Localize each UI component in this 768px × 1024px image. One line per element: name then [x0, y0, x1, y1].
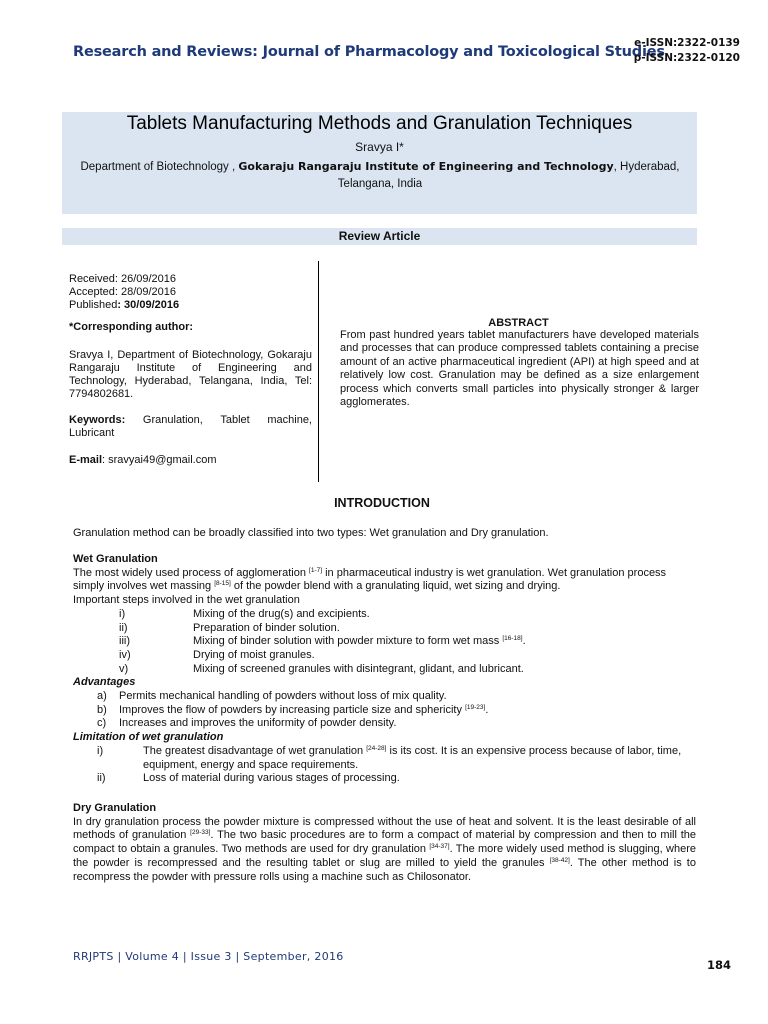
list-text: Mixing of binder solution with powder mixture to form wet mass [16-18]. [193, 635, 526, 648]
citation: [8-15] [214, 580, 231, 588]
affiliation-location: , Hyderabad, Telangana, India [337, 161, 680, 190]
advantages-list [73, 690, 696, 731]
corresponding-author-text: Sravya I, Department of Biotechnology, Gokaraju Rangaraju Institute of Engineering and Technology, Hyderabad, Telangana, India, Tel: 7794802681. [69, 349, 312, 400]
dry-granulation-heading: Dry Granulation [73, 802, 157, 814]
list-item [119, 608, 696, 622]
keywords [69, 414, 312, 440]
author: Sravya I* [355, 140, 404, 154]
citation: [19-23] [465, 703, 486, 711]
dry-text-1: In dry granulation process the powder mixture is compressed without the use of heat and solvent. It is the least desirable of all methods of granulation [73, 815, 696, 842]
list-marker: b) [97, 703, 107, 716]
page-number: 184 [707, 958, 732, 972]
email-label: E-mail [69, 454, 103, 466]
footer-citation: RRJPTS | Volume 4 | Issue 3 | September, 2016 [73, 950, 344, 963]
abstract-text: From past hundred years tablet manufacturers have developed materials and processes that can produce compressed tablets containing a precise amount of an active pharmaceutical ingredient (API) at high speed and at relatively low cost. Granulation may be defined as a size enlargement process which converts small particles into physically stronger & larger agglomerates. [340, 329, 699, 409]
affiliation-institute: Gokaraju Rangaraju Institute of Engineering and Technology [238, 160, 614, 173]
steps-intro: Important steps involved in the wet granulation [73, 594, 300, 607]
limitation-heading: Limitation of wet granulation [73, 731, 224, 744]
list-marker: c) [97, 717, 107, 730]
list-text: Mixing of screened granules with disintegrant, glidant, and lubricant. [193, 662, 524, 675]
citation: [34-37] [429, 843, 450, 851]
wet-granulation-section [73, 553, 696, 786]
wet-granulation-paragraph [73, 567, 696, 594]
received-date: Received: 26/09/2016 [69, 273, 177, 285]
dry-text-3: . The more widely used method is slugging, where the powder is recompressed and the resulting tablet or slug are milled to yield the granules [73, 843, 696, 869]
abstract-heading: ABSTRACT [488, 317, 549, 329]
citation: [1-7] [309, 566, 323, 574]
list-text: Loss of material during various stages of processing. [143, 772, 400, 785]
p-issn: p-ISSN:2322-0120 [633, 52, 740, 64]
keywords-label: Keywords: [69, 414, 126, 426]
list-text: Improves the flow of powders by increasing particle size and sphericity [19-23]. [119, 703, 489, 716]
citation: [16-18] [502, 635, 523, 643]
list-item [97, 717, 696, 731]
affiliation-dept: Department of Biotechnology , [80, 161, 239, 173]
dry-text-4: . The other method is to recompress the powder with pressure rolls using a machine such as Chilosonator. [73, 856, 696, 883]
list-marker: ii) [97, 772, 106, 785]
list-text: Preparation of binder solution. [193, 621, 340, 634]
list-text: Permits mechanical handling of powders without loss of mix quality. [119, 690, 447, 703]
dry-text-2: . The two basic procedures are to form a compact of material by compression and then to mill the compact to obtain a granules. Two methods are used for dry granulation [73, 829, 696, 856]
corresponding-author-label: *Corresponding author: [69, 321, 194, 333]
list-item [97, 745, 696, 772]
list-marker: v) [119, 662, 129, 675]
wet-text-1: The most widely used process of agglomeration [73, 566, 310, 579]
affiliation [70, 158, 690, 193]
paper-title: Tablets Manufacturing Methods and Granulation Techniques [126, 113, 633, 134]
list-text: Mixing of the drug(s) and excipients. [193, 607, 370, 620]
email [69, 454, 312, 467]
list-item [97, 704, 696, 718]
list-text: Increases and improves the uniformity of powder density. [119, 717, 397, 730]
introduction-heading: INTRODUCTION [334, 496, 430, 510]
dry-granulation-section [73, 802, 696, 884]
steps-list [73, 608, 696, 677]
advantages-heading: Advantages [73, 676, 136, 689]
limitation-text-1: The greatest disadvantage of wet granulation [143, 744, 367, 757]
list-marker: i) [97, 744, 104, 757]
advantage-text: Improves the flow of powders by increasing particle size and sphericity [119, 703, 466, 716]
list-item [119, 635, 696, 649]
list-text: Drying of moist granules. [193, 648, 315, 661]
dry-granulation-paragraph [73, 816, 696, 885]
e-issn: e-ISSN:2322-0139 [634, 37, 740, 49]
list-item [119, 649, 696, 663]
published-value: : 30/09/2016 [117, 299, 180, 311]
citation: [38-42] [549, 856, 570, 864]
journal-title: Research and Reviews: Journal of Pharmacology and Toxicological Studies [73, 44, 665, 60]
wet-text-2: in pharmaceutical industry is wet granulation. Wet granulation process simply involves wet massing [73, 566, 667, 593]
limitation-list [73, 745, 696, 786]
keywords-text: Granulation, Tablet machine, Lubricant [69, 414, 312, 439]
wet-granulation-heading: Wet Granulation [73, 553, 158, 565]
published-date [69, 299, 312, 312]
published-label: Published [69, 299, 118, 311]
list-item [97, 690, 696, 704]
wet-text-3: of the powder blend with a granulating liquid, wet sizing and drying. [230, 580, 561, 593]
limitation-text-2: is its cost. It is an expensive process because of labor, time, equipment, energy and space requirements. [143, 744, 682, 771]
list-item [97, 772, 696, 786]
citation: [29-33] [190, 829, 211, 837]
article-type: Review Article [62, 228, 697, 245]
intro-lead: Granulation method can be broadly classified into two types: Wet granulation and Dry granulation. [73, 527, 549, 539]
step-text: Mixing of binder solution with powder mixture to form wet mass [193, 635, 503, 648]
list-item [119, 663, 696, 677]
list-marker: a) [97, 690, 107, 703]
list-marker: iii) [119, 635, 130, 648]
email-address[interactable]: : sravyai49@gmail.com [102, 454, 217, 466]
accepted-date: Accepted: 28/09/2016 [69, 286, 177, 298]
list-marker: ii) [119, 621, 128, 634]
column-divider [318, 261, 319, 482]
article-info [69, 273, 312, 467]
citation: [24-28] [366, 744, 387, 752]
list-text [143, 745, 696, 772]
list-item [119, 622, 696, 636]
list-marker: i) [119, 607, 126, 620]
list-marker: iv) [119, 648, 131, 661]
